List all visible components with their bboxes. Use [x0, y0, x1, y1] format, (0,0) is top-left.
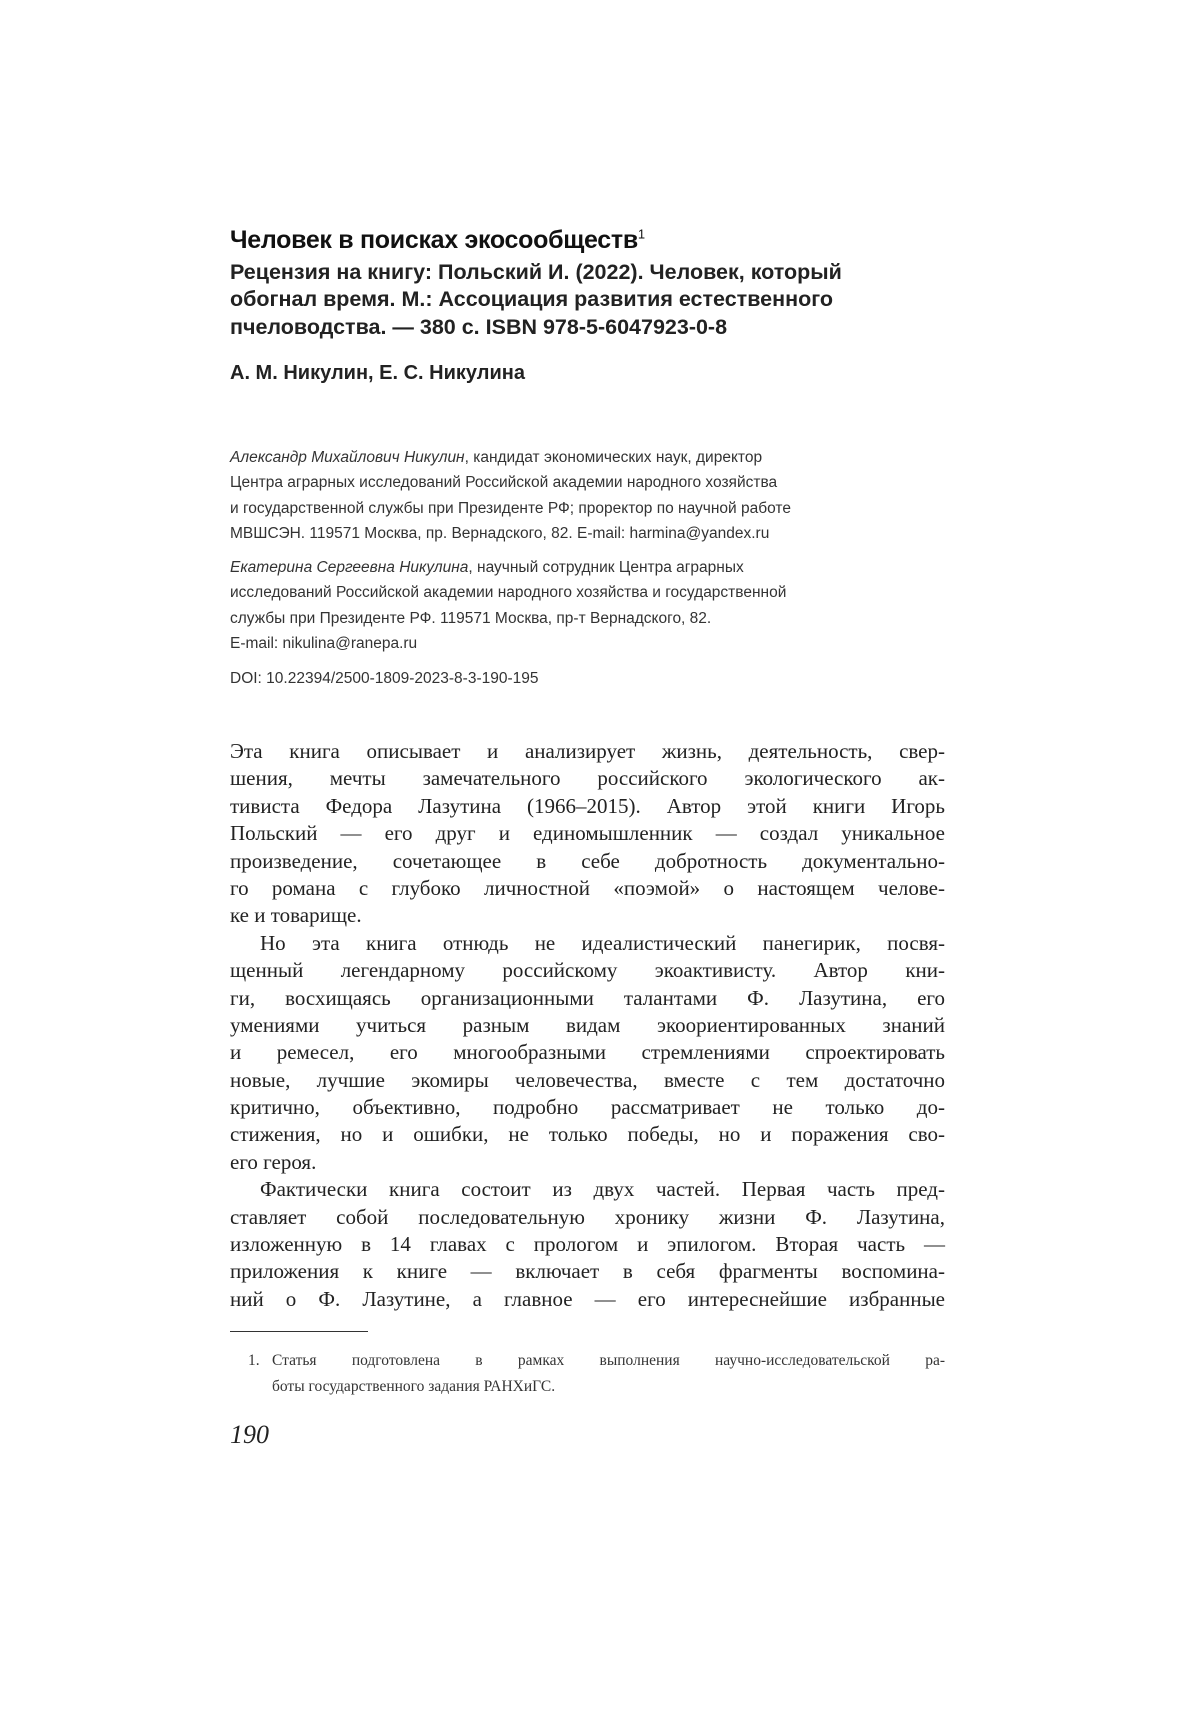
affiliation-line: исследований Российской академии народного хозяйства и государственной — [230, 584, 787, 602]
author-name: Александр Михайлович Никулин — [230, 449, 465, 466]
paragraph-line: шения, мечты замечательного российского экологического ак- — [230, 766, 945, 791]
affiliation-line: МВШСЭН. 119571 Москва, пр. Вернадского, 82. E-mail: harmina@yandex.ru — [230, 524, 770, 542]
authors: А. М. Никулин, Е. С. Никулина — [230, 362, 525, 384]
body-text — [230, 738, 945, 1313]
paragraph-line: критично, объективно, подробно рассматривает не только до- — [230, 1095, 945, 1120]
subtitle-line: Рецензия на книгу: Польский И. (2022). Человек, который — [230, 260, 842, 284]
page-number: 190 — [230, 1420, 269, 1449]
affiliation-line: , кандидат экономических наук, директор — [464, 449, 763, 466]
affiliation-2 — [230, 555, 945, 656]
subtitle-line: обогнал время. М.: Ассоциация развития естественного — [230, 287, 834, 312]
paragraph-line: ставляет собой последовательную хронику жизни Ф. Лазутина, — [230, 1204, 945, 1229]
paragraph-line: Эта книга описывает и анализирует жизнь, деятельность, свер- — [230, 739, 945, 763]
paragraph-line: его героя. — [230, 1149, 317, 1174]
paragraph-line: изложенную в 14 главах с прологом и эпилогом. Вторая часть — — [230, 1232, 945, 1257]
subtitle-line: пчеловодства. — 380 с. ISBN 978-5-6047923-0-8 — [230, 314, 728, 339]
footnote-line: Статья подготовлена в рамках выполнения научно-исследовательской ра- — [272, 1352, 945, 1369]
affiliation-line: службы при Президенте РФ. 119571 Москва, пр-т Вернадского, 82. — [230, 609, 712, 627]
paragraph-line: го романа с глубоко личностной «поэмой» о настоящем челове- — [230, 875, 945, 900]
affiliation-line: Центра аграрных исследований Российской академии народного хозяйства — [230, 474, 778, 492]
paragraph-line: новые, лучшие экомиры человечества, вместе с тем достаточно — [230, 1067, 945, 1092]
paragraph — [230, 930, 945, 1177]
paragraph-line: Но эта книга отнюдь не идеалистический панегирик, посвя- — [260, 930, 945, 955]
paragraph-line: умениями учиться разным видам экоориентированных знаний — [230, 1012, 945, 1037]
footnote-rule — [230, 1331, 368, 1332]
paragraph-line: ке и товарище. — [230, 903, 362, 928]
review-subtitle — [230, 259, 945, 341]
paragraph-line: ги, восхищаясь организационными талантами Ф. Лазутина, его — [230, 985, 945, 1010]
paragraph-line: ний о Ф. Лазутине, а главное — его интереснейшие избранные — [230, 1286, 945, 1311]
footnote-number: 1. — [248, 1352, 260, 1369]
doi: DOI: 10.22394/2500-1809-2023-8-3-190-195 — [230, 670, 539, 687]
footnote-line: боты государственного задания РАНХиГС. — [272, 1378, 556, 1395]
paragraph-line: произведение, сочетающее в себе добротность документально- — [230, 848, 945, 873]
paragraph-line: приложения к книге — включает в себя фрагменты воспомина- — [230, 1259, 945, 1284]
paragraph-line: стижения, но и ошибки, не только победы, но и поражения сво- — [230, 1122, 945, 1147]
paragraph-line: щенный легендарному российскому экоактивисту. Автор кни- — [230, 958, 945, 983]
author-name: Екатерина Сергеевна Никулина — [230, 559, 469, 576]
affiliation-1 — [230, 445, 945, 546]
affiliation-line: E-mail: nikulina@ranepa.ru — [230, 634, 418, 652]
paragraph — [230, 738, 945, 930]
title-text: Человек в поисках экосообществ — [230, 226, 638, 254]
footnote-mark: 1 — [637, 226, 645, 242]
paragraph-line: Польский — его друг и единомышленник — создал уникальное — [230, 821, 945, 846]
paragraph-line: и ремесел, его многообразными стремлениями спроектировать — [230, 1040, 945, 1065]
footnote — [248, 1348, 945, 1400]
article-title — [230, 226, 945, 255]
affiliation-line: и государственной службы при Президенте РФ; проректор по научной работе — [230, 499, 791, 517]
paragraph-line: Фактически книга состоит из двух частей. Первая часть пред- — [260, 1177, 945, 1202]
paragraph-line: тивиста Федора Лазутина (1966–2015). Автор этой книги Игорь — [230, 793, 945, 818]
paragraph — [230, 1176, 945, 1313]
affiliation-line: , научный сотрудник Центра аграрных — [468, 559, 744, 576]
